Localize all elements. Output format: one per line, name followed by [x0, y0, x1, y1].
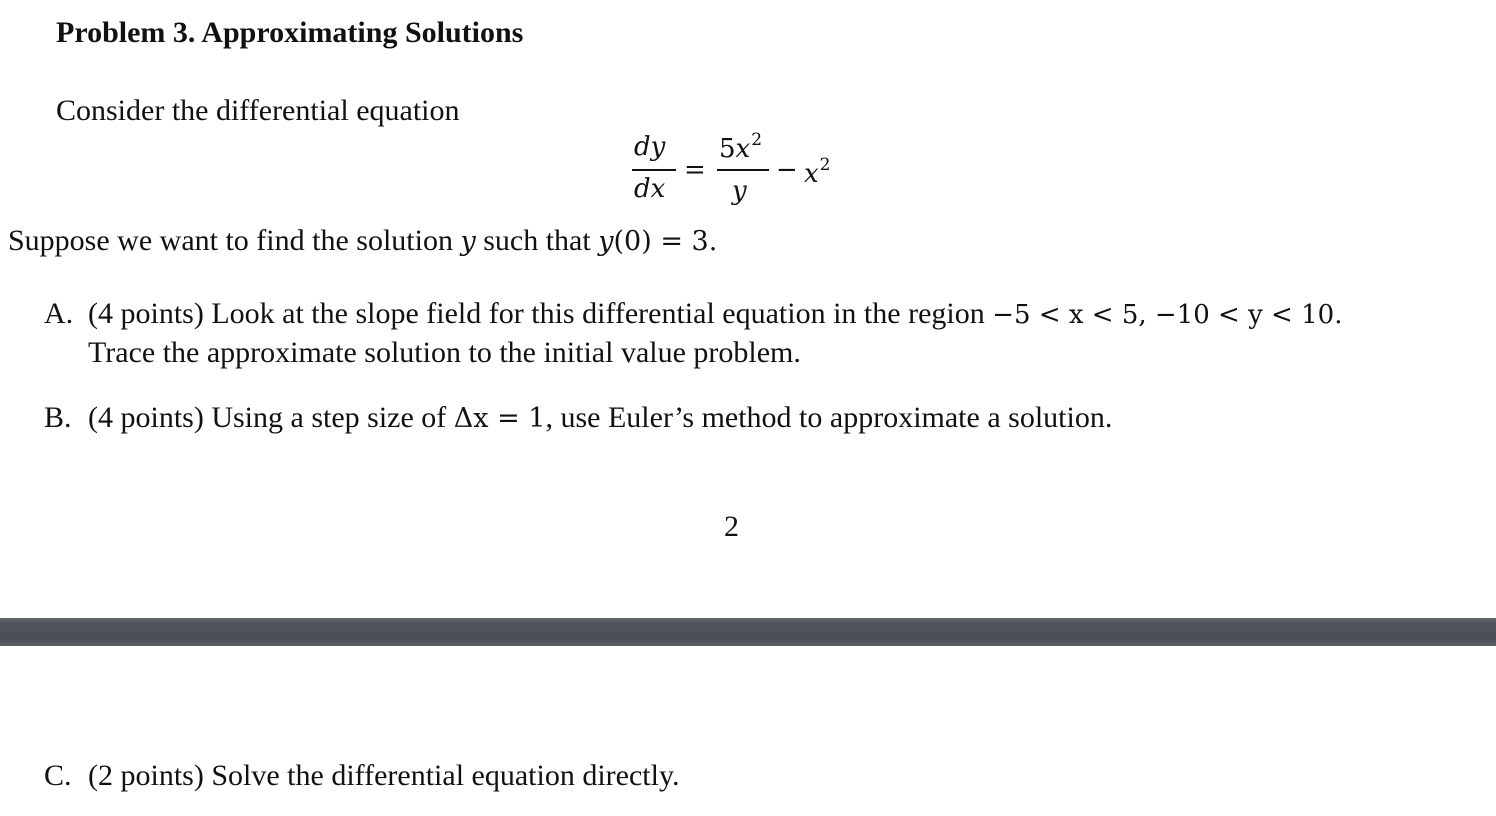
part-a-line1: (4 points) Look at the slope field for this differential equation in the region −5 < x < 5, −10 < y < 10. — [88, 297, 1343, 330]
part-b-label: B. — [44, 401, 72, 434]
lhs-numerator: dy — [634, 132, 666, 162]
rhs-numerator: $5x^2$ — [719, 130, 763, 164]
part-a-label: A. — [44, 297, 74, 330]
lhs-fraction-bar — [632, 169, 676, 171]
part-c-label: C. — [44, 759, 72, 792]
page-separator — [0, 618, 1496, 646]
tail-term: $x^2$ — [804, 155, 831, 189]
part-c-text: (2 points) Solve the differential equation directly. — [88, 759, 680, 792]
part-b-text: (4 points) Using a step size of Δx = 1, use Euler’s method to approximate a solution. — [88, 401, 1113, 434]
intro-text: Consider the differential equation — [56, 94, 460, 127]
rhs-denominator: y — [732, 176, 747, 206]
problem-number: Problem 3. — [56, 16, 196, 49]
part-a-line2: Trace the approximate solution to the initial value problem. — [88, 336, 801, 369]
equals-sign: = — [684, 155, 706, 185]
initial-condition-text: Suppose we want to find the solution y such that y(0) = 3. — [8, 224, 718, 257]
problem-title: Approximating Solutions — [201, 16, 524, 49]
rhs-fraction-bar — [717, 169, 769, 171]
page-number: 2 — [724, 510, 739, 543]
page-sheet-bottom — [0, 646, 1496, 816]
problem-heading — [56, 16, 523, 50]
lhs-denominator: dx — [634, 174, 666, 204]
differential-equation — [628, 130, 868, 214]
minus-sign: − — [776, 155, 798, 185]
